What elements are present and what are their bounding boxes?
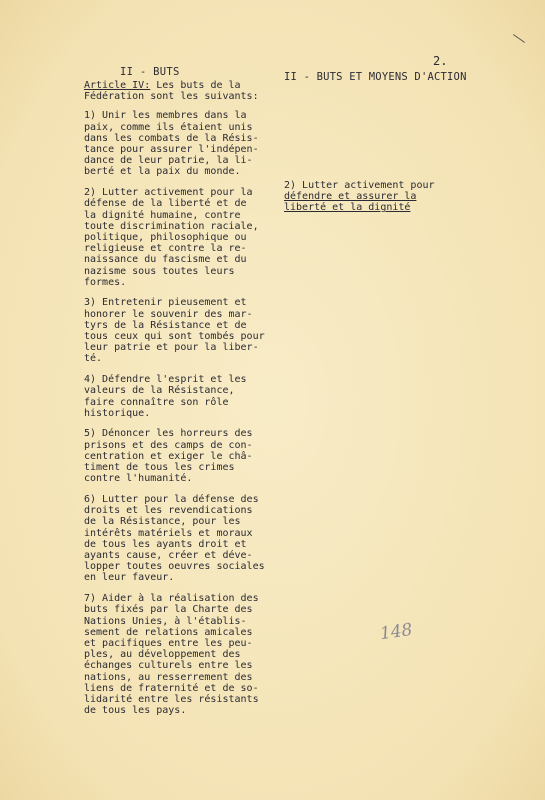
right-column — [284, 180, 494, 214]
article-intro-text-1: Les buts de la — [150, 80, 241, 91]
left-column — [84, 80, 294, 726]
list-item-1: 1) Unir les membres dans la paix, comme ils étaient unis dans les combats de la Résis- tance pour assurer l'indépen- dance de leur patrie, la li- berté et la paix du monde. — [84, 110, 259, 178]
corner-pencil-mark — [513, 34, 525, 43]
list-item-7: 7) Aider à la réalisation des buts fixés par la Charte des Nations Unies, à l'établis- sement de relations amicales et pacifiques entre les peu- ples, au développement des échanges culturels entre les nations, au resserrement des liens de fraternité et de so- lidarité entre les résistants de tous les pays. — [84, 593, 259, 717]
handwritten-page-note: 148 — [378, 619, 414, 645]
article-intro-text-2: Fédération sont les suivants: — [84, 91, 259, 103]
right-item-line-3: liberté et la dignité — [284, 202, 411, 214]
list-item-3: 3) Entretenir pieusement et honorer le souvenir des mar- tyrs de la Résistance et de tous ceux qui sont tombés pour leur patrie et pour la liber- té. — [84, 297, 265, 365]
right-item — [284, 180, 494, 214]
list-item-2: 2) Lutter activement pour la défense de la liberté et de la dignité humaine, contre toute discrimination raciale, politique, philosophique ou religieuse et contre la re- naissance du fascisme et du nazisme sous toutes leurs formes. — [84, 187, 259, 288]
right-section-title: II - BUTS ET MOYENS D'ACTION — [284, 71, 467, 83]
list-item-6: 6) Lutter pour la défense des droits et les revendications de la Résistance, pour les intérêts matériels et moraux de tous les ayants droit et ayants cause, créer et déve- lopper toutes oeuvres sociales en leur faveur. — [84, 494, 265, 584]
article-label: Article IV: — [84, 80, 151, 91]
list-item-4: 4) Défendre l'esprit et les valeurs de la Résistance, faire connaître son rôle historique. — [84, 374, 247, 419]
right-item-line-1: 2) Lutter activement pour — [284, 180, 435, 191]
article-intro — [84, 80, 294, 102]
list-item-5: 5) Dénoncer les horreurs des prisons et des camps de con- centration et exiger le châ- timent de tous les crimes contre l'humanité. — [84, 428, 253, 485]
page-number: 2. — [433, 54, 448, 68]
left-section-title: II - BUTS — [120, 66, 180, 78]
right-item-line-2: défendre et assurer la — [284, 191, 417, 203]
